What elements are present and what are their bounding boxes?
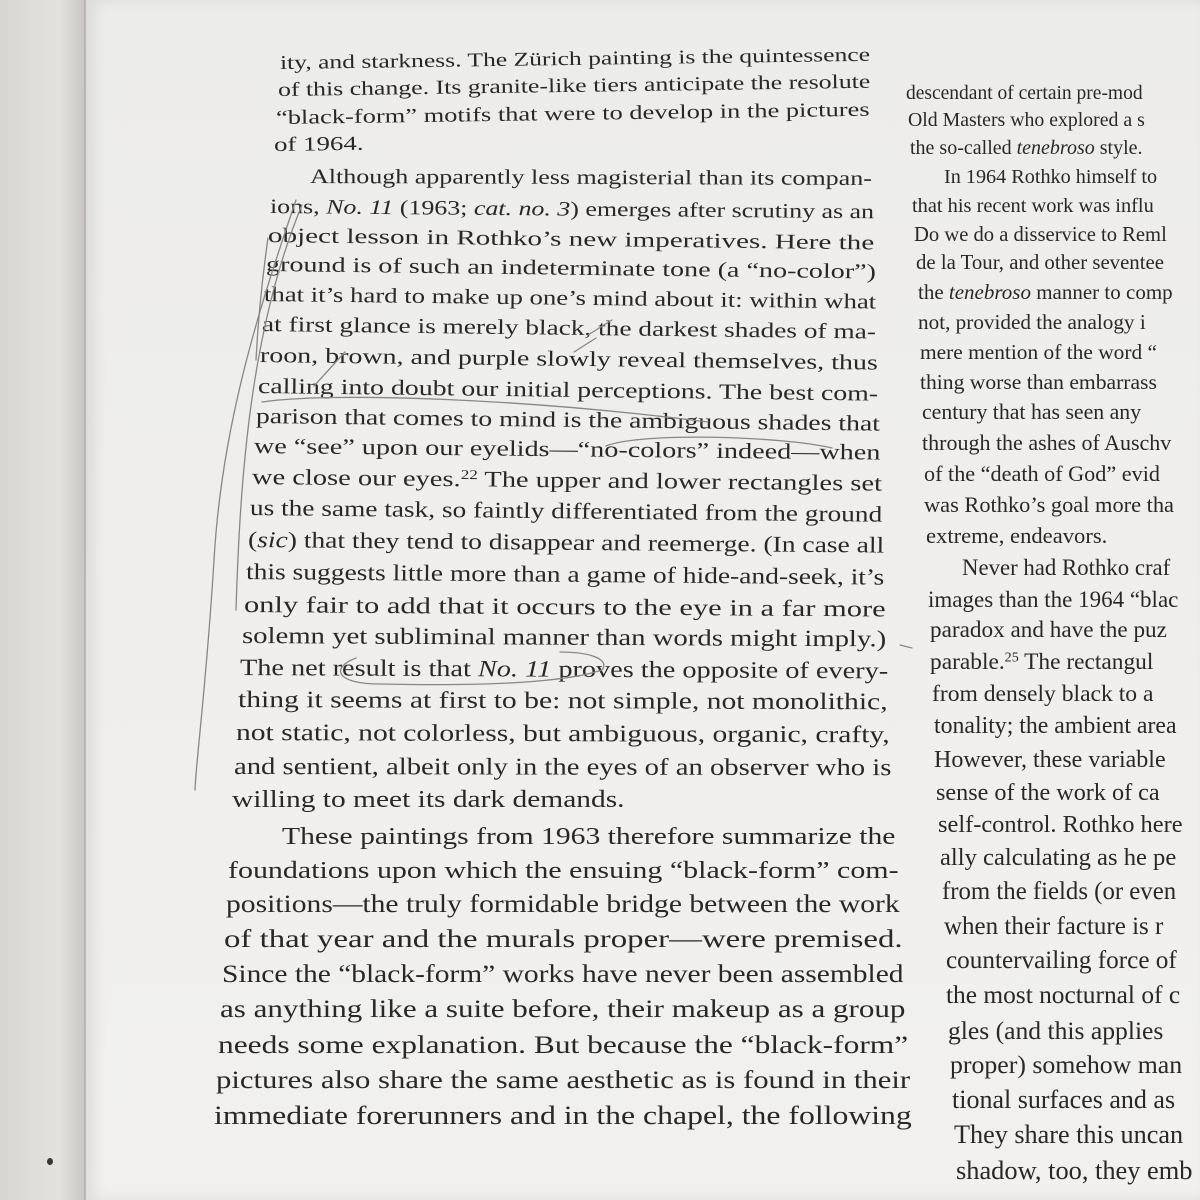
text-run: The rectangul [1018, 649, 1154, 676]
italic-text: tenebroso [948, 280, 1031, 305]
text-line: of this change. Its granite-like tiers anticipate the resolute [277, 70, 871, 102]
italic-text: sic [257, 526, 288, 553]
text-line: proper) somehow man [950, 1050, 1183, 1080]
text-line: Old Masters who explored a s [908, 109, 1145, 132]
italic-text: No. 11 [326, 196, 394, 219]
text-line: tional surfaces and as [952, 1085, 1176, 1115]
text-line: when their facture is r [944, 913, 1164, 940]
italic-text: No. 11 [477, 656, 552, 683]
text-line: Since the “black-form” works have never been assembled [222, 960, 904, 988]
text-line: parison that comes to mind is the ambiguous shades that [255, 403, 881, 436]
text-line: Although apparently less magisterial than its compan- [309, 165, 872, 190]
text-line: However, these variable [934, 746, 1166, 773]
text-line: mere mention of the word “ [920, 339, 1157, 364]
text-line: ground is of such an indeterminate tone (a “no-color”) [265, 252, 877, 284]
text-line: from the fields (or even [942, 878, 1177, 906]
text-line: These paintings from 1963 therefore summarize the [282, 823, 896, 851]
text-line: extreme, endeavors. [926, 522, 1108, 548]
text-run: The net result is that [239, 655, 479, 683]
text-line: as anything like a suite before, their makeup as a group [220, 994, 906, 1023]
text-line: of the “death of God” evid [924, 461, 1160, 487]
text-line: through the ashes of Auschv [922, 430, 1172, 456]
text-line: that it’s hard to make up one’s mind about it: within what [263, 282, 877, 314]
text-line: self-control. Rothko here [938, 811, 1183, 839]
text-line: shadow, too, they emb [956, 1154, 1193, 1185]
text-line: paradox and have the puz [930, 617, 1167, 644]
text-run: the so-called [910, 137, 1017, 159]
text-line: from densely black to a [932, 681, 1154, 708]
text-line: tonality; the ambient area [934, 712, 1177, 739]
text-run: ) emerges after scrutiny as an [570, 198, 875, 223]
text-line: gles (and this applies [948, 1015, 1164, 1045]
text-line: that his recent work was influ [912, 194, 1154, 217]
text-line: roon, brown, and purple slowly reveal themselves, thus [259, 342, 878, 375]
text-line: countervailing force of [946, 946, 1177, 974]
text-line: Do we do a disservice to Reml [914, 223, 1167, 246]
text-run: parable. [930, 649, 1005, 676]
text-line: sense of the work of ca [936, 778, 1160, 806]
footnote-ref: 25 [1004, 649, 1019, 666]
text-line: object lesson in Rothko’s new imperatives. Here the [267, 224, 875, 255]
text-line: thing it seems at first to be: not simple, not monolithic, [237, 687, 888, 716]
text-line: images than the 1964 “blac [928, 586, 1179, 612]
text-line: we “see” upon our eyelids—“no-colors” indeed—when [253, 433, 881, 465]
text-line: not, provided the analogy i [918, 310, 1146, 335]
text-run: style. [1094, 137, 1143, 159]
text-run: manner to comp [1030, 280, 1173, 305]
text-line: immediate forerunners and in the chapel, the following [214, 1101, 912, 1131]
text-line: the most nocturnal of c [946, 980, 1181, 1009]
text-line: They share this uncan [954, 1120, 1184, 1150]
footnote-ref: 22 [460, 467, 478, 483]
text-line: Never had Rothko craf [962, 554, 1171, 580]
text-line: pictures also share the same aesthetic as is found in their [216, 1065, 911, 1095]
text-line: positions—the truly formidable bridge between the work [226, 891, 900, 919]
text-run: we close our eyes. [251, 464, 461, 492]
text-line: was Rothko’s goal more tha [924, 492, 1174, 518]
text-line: and sentient, albeit only in the eyes of an observer who is [233, 753, 892, 781]
text-line: at first glance is merely black, the darkest shades of ma- [261, 312, 877, 344]
text-line: foundations upon which the ensuing “black-form” com- [228, 857, 899, 885]
text-line: of that year and the murals proper—were premised. [224, 926, 903, 953]
text-line: not static, not colorless, but ambiguous, organic, crafty, [235, 719, 890, 749]
text-line: willing to meet its dark demands. [232, 785, 625, 813]
text-line [910, 138, 1143, 158]
text-line: ity, and starkness. The Zürich painting is the quintessence [279, 45, 871, 75]
text-line: of 1964. [273, 132, 364, 156]
text-line: us the same task, so faintly differentiated from the ground [249, 495, 883, 527]
text-line: descendant of certain pre-mod [906, 83, 1143, 105]
text-line: century that has seen any [922, 399, 1142, 424]
italic-text: cat. no. 3 [473, 197, 571, 221]
text-line: calling into doubt our initial perceptions. The best com- [257, 373, 879, 406]
text-run: the [918, 280, 949, 305]
text-line: needs some explanation. But because the “black-form” [218, 1029, 909, 1059]
text-run: The upper and lower rectangles set [477, 466, 883, 496]
text-line [918, 282, 1173, 303]
text-line: “black-form” motifs that were to develop in the pictures [275, 98, 870, 129]
italic-text: tenebroso [1016, 137, 1095, 159]
text-line [930, 651, 1153, 674]
text-line: In 1964 Rothko himself to [944, 165, 1158, 188]
text-run: ) that they tend to disappear and reemerge. (In case all [287, 527, 885, 558]
text-run: ions, [269, 195, 327, 219]
text-line: thing worse than embarrass [920, 369, 1157, 394]
text-line: solemn yet subliminal manner than words might imply.) [241, 623, 887, 653]
text-line: only fair to add that it occurs to the eye in a far more [243, 591, 886, 622]
text-line: ally calculating as he pe [940, 844, 1177, 872]
text-run: ( [247, 526, 258, 552]
text-run: proves the opposite of every- [551, 656, 889, 685]
text-line: de la Tour, and other seventee [916, 251, 1164, 275]
text-run: (1963; [393, 196, 475, 220]
text-line: this suggests little more than a game of hide-and-seek, it’s [245, 558, 885, 590]
